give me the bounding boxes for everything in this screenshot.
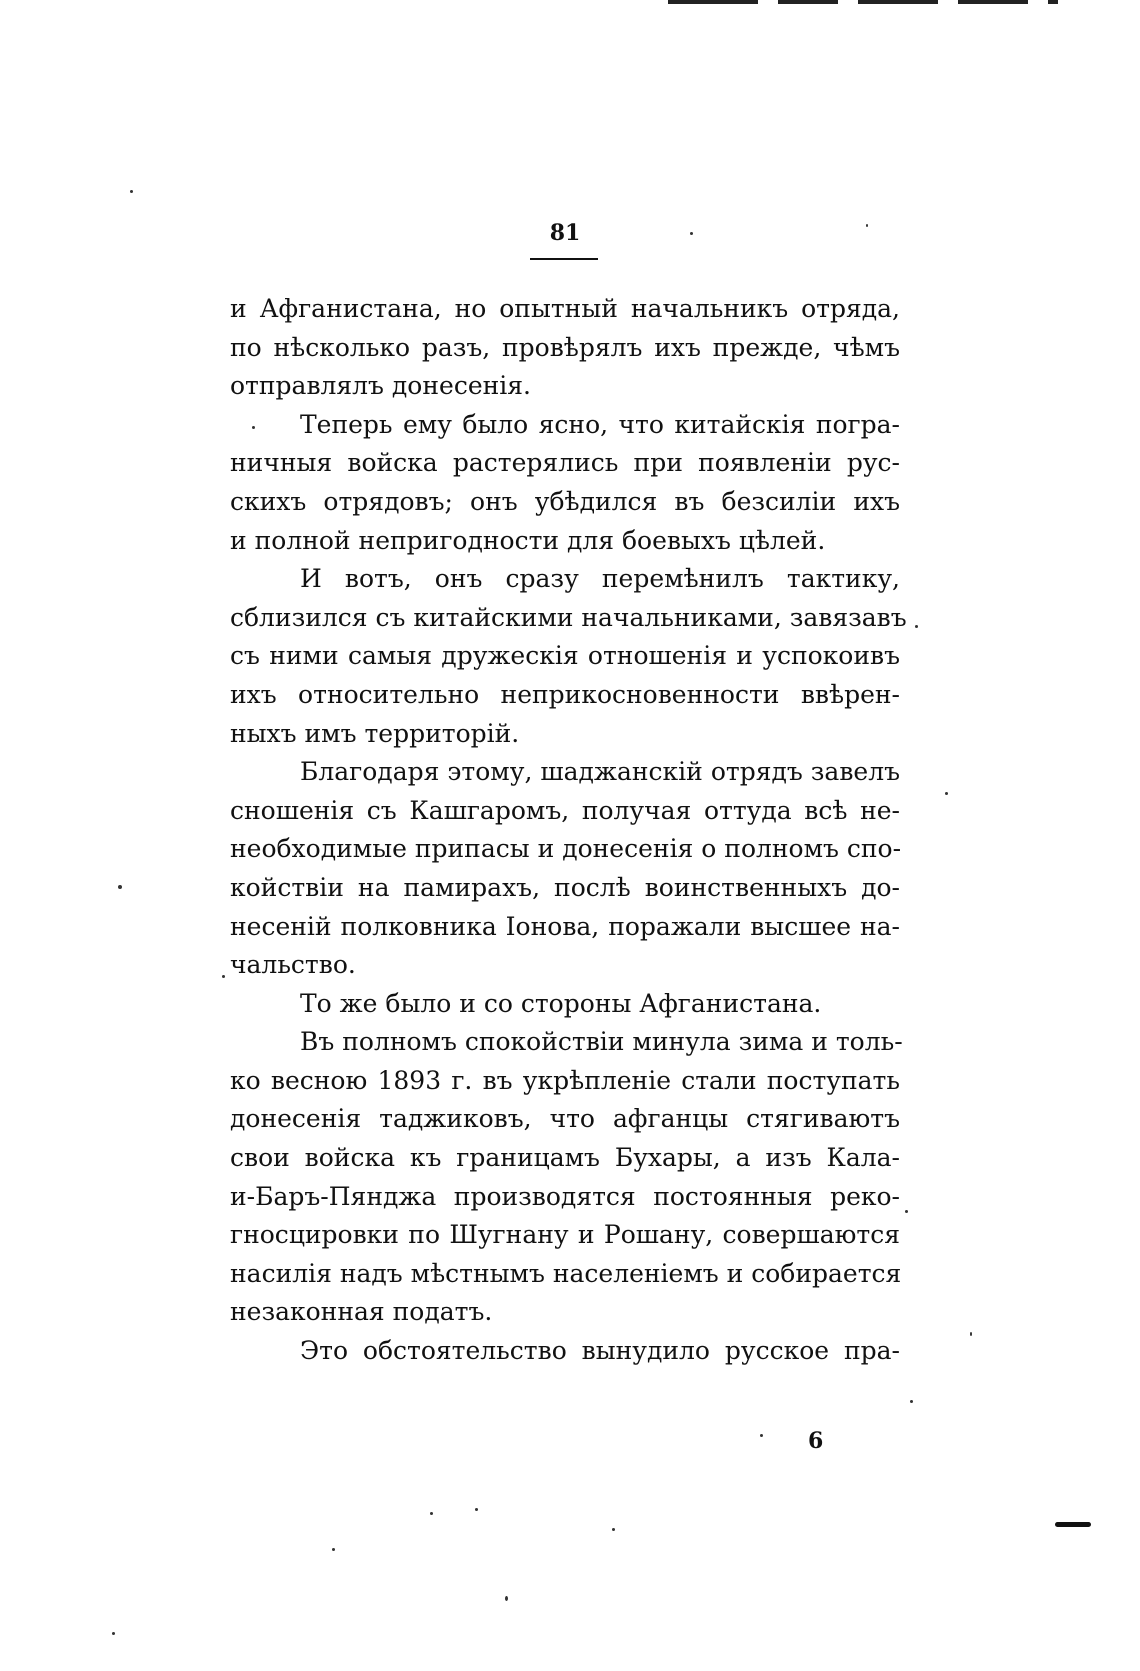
signature-mark: 6 xyxy=(808,1428,824,1454)
scan-speck xyxy=(915,625,918,628)
scan-speck xyxy=(430,1512,433,1515)
top-edge-artifact xyxy=(668,0,1068,6)
scan-speck xyxy=(505,1596,508,1601)
text-line: Теперь ему было ясно, что китайскія погра- xyxy=(300,409,900,439)
text-line: И вотъ, онъ сразу перемѣнилъ тактику, xyxy=(300,564,900,594)
text-line: Это обстоятельство вынудило русское пра- xyxy=(300,1336,900,1366)
text-line: свои войска къ границамъ Бухары, а изъ Кала- xyxy=(230,1143,900,1173)
scan-speck xyxy=(970,1332,972,1336)
text-line: ихъ относительно неприкосновенности ввѣрен- xyxy=(230,679,900,709)
text-line: незаконная податъ. xyxy=(230,1297,493,1327)
text-line: и полной непригодности для боевыхъ цѣлей. xyxy=(230,525,826,555)
text-line: ко весною 1893 г. въ укрѣпленіе стали поступать xyxy=(230,1065,900,1095)
scan-speck xyxy=(252,426,255,429)
text-line: Въ полномъ спокойствіи минула зима и толь- xyxy=(300,1027,903,1057)
text-line: и-Баръ-Пянджа производятся постоянныя реко- xyxy=(230,1181,900,1211)
text-line: ныхъ имъ территорій. xyxy=(230,718,520,748)
scan-speck xyxy=(866,224,868,227)
text-line: ничныя войска растерялись при появленіи рус- xyxy=(230,448,900,478)
text-line: гносцировки по Шугнану и Рошану, совершаются xyxy=(230,1220,900,1250)
text-line: несеній полковника Іонова, поражали высшее на- xyxy=(230,911,900,941)
text-line: То же было и со стороны Афганистана. xyxy=(300,988,822,1018)
page-number-rule xyxy=(530,258,598,260)
scan-speck xyxy=(130,190,133,193)
text-line: отправлялъ донесенія. xyxy=(230,371,531,401)
text-line: и Афганистана, но опытный начальникъ отряда, xyxy=(230,294,900,323)
text-line: скихъ отрядовъ; онъ убѣдился въ безсиліи ихъ xyxy=(230,486,900,516)
text-line: донесенія таджиковъ, что афганцы стягиваютъ xyxy=(230,1104,900,1134)
text-line: необходимые припасы и донесенія о полномъ спо- xyxy=(230,834,902,864)
scan-speck xyxy=(690,232,693,235)
text-line: насилія надъ мѣстнымъ населеніемъ и собирается xyxy=(230,1258,902,1288)
scan-speck xyxy=(112,1632,115,1635)
scan-speck xyxy=(475,1508,478,1511)
scan-speck xyxy=(945,792,948,795)
text-line: по нѣсколько разъ, провѣрялъ ихъ прежде, чѣмъ xyxy=(230,332,900,362)
text-line: койствіи на памирахъ, послѣ воинственныхъ до- xyxy=(230,872,900,902)
page-number: 81 xyxy=(549,220,581,246)
scan-speck xyxy=(905,1210,908,1213)
edge-mark-artifact xyxy=(1055,1522,1091,1527)
scan-speck xyxy=(118,885,122,889)
text-line: чальство. xyxy=(230,950,356,980)
scan-speck xyxy=(910,1400,913,1403)
scan-speck xyxy=(332,1548,335,1551)
scan-speck xyxy=(222,975,225,978)
text-line: сблизился съ китайскими начальниками, завязавъ xyxy=(230,602,907,632)
scan-speck xyxy=(760,1434,763,1437)
text-line: сношенія съ Кашгаромъ, получая оттуда всѣ не- xyxy=(230,795,900,825)
text-line: съ ними самыя дружескія отношенія и успокоивъ xyxy=(230,641,900,671)
body-text xyxy=(230,290,907,1371)
text-line: Благодаря этому, шаджанскій отрядъ завелъ xyxy=(300,757,900,787)
scan-speck xyxy=(612,1528,615,1531)
